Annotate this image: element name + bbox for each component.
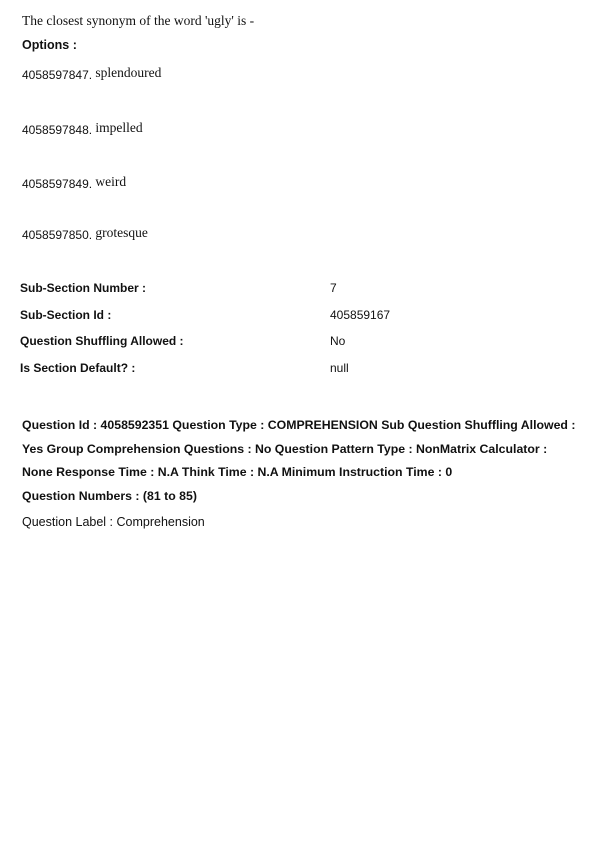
option-text: weird: [95, 174, 127, 189]
question-numbers: Question Numbers : (81 to 85): [22, 489, 197, 503]
option-item: [22, 122, 143, 138]
question-text: The closest synonym of the word 'ugly' is -: [22, 13, 255, 28]
option-text: grotesque: [95, 225, 148, 240]
sub-section-id-value: 405859167: [330, 308, 391, 322]
sub-section-number-value: 7: [330, 281, 337, 295]
question-label: Question Label : Comprehension: [22, 515, 205, 529]
option-id: 4058597850.: [22, 228, 93, 242]
question-info-block: [22, 414, 582, 485]
option-id: 4058597847.: [22, 68, 93, 82]
option-item: [22, 67, 161, 83]
question-info-line: Yes Group Comprehension Questions : No Question Pattern Type : NonMatrix Calculator :: [22, 441, 548, 456]
options-heading: Options :: [22, 38, 77, 52]
section-default-value: null: [330, 361, 349, 375]
question-info-line: None Response Time : N.A Think Time : N.A Minimum Instruction Time : 0: [22, 465, 453, 479]
option-id: 4058597849.: [22, 177, 93, 191]
option-item: [22, 227, 148, 243]
option-id: 4058597848.: [22, 123, 93, 137]
question-shuffling-label: Question Shuffling Allowed :: [20, 334, 184, 348]
option-text: impelled: [95, 120, 143, 135]
sub-section-number-label: Sub-Section Number :: [20, 281, 147, 295]
option-item: [22, 176, 126, 192]
sub-section-id-label: Sub-Section Id :: [20, 308, 112, 322]
question-info-line: Question Id : 4058592351 Question Type : COMPREHENSION Sub Question Shuffling Allowed :: [22, 418, 576, 432]
option-text: splendoured: [95, 65, 162, 80]
section-default-label: Is Section Default? :: [20, 361, 136, 375]
question-shuffling-value: No: [330, 334, 346, 348]
